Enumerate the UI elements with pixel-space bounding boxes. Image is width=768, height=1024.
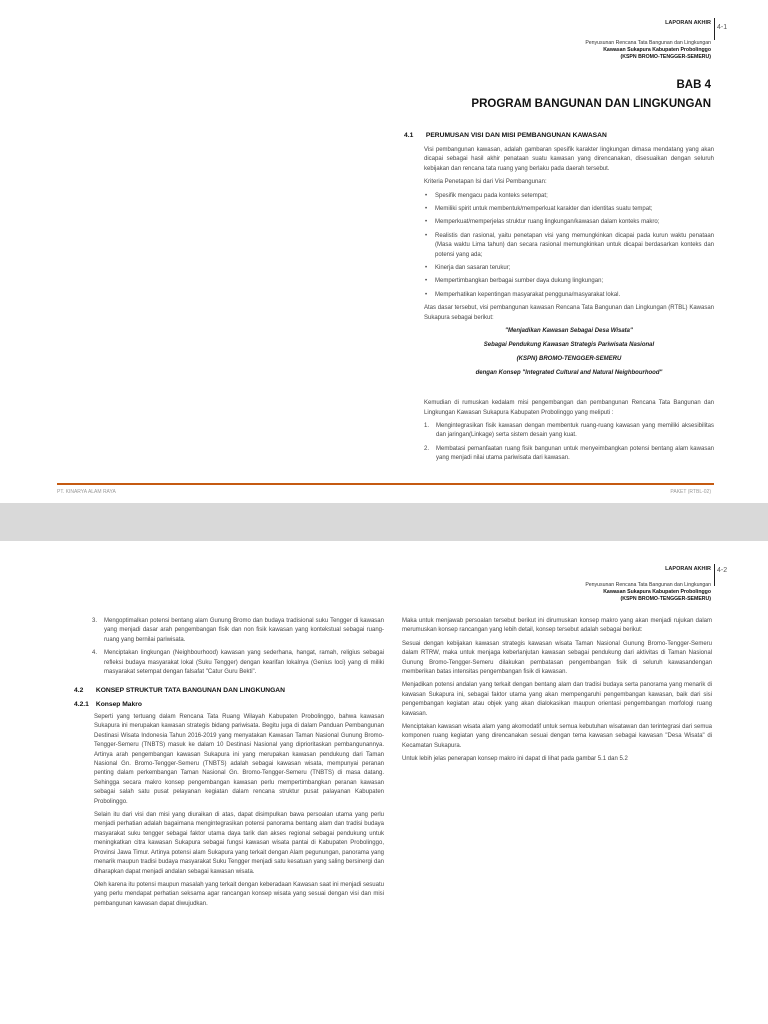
header-sub-line: Kawasan Sukapura Kabupaten Probolinggo: [603, 47, 711, 53]
document-page-1: [0, 0, 768, 503]
vision-line: dengan Konsep "Integrated Cultural and Natural Neighbourhood": [475, 370, 663, 377]
paragraph: Sesuai dengan kebijakan kawasan strategis kawasan wisata Taman Nasional Gunung Bromo-Tengger-Semeru dalam RTRW, maka untuk menjaga keberlanjutan kawasan sebagai pendukung dari aktivitas di Taman Nasional Gunung Bromo-Tengger-Semeru dilakukan pembatasan pengembangan fisik di seluruh kawasandengan memberikan batas intensitas pengembangan fisik di kawasan.: [402, 640, 712, 676]
vision-line: "Menjadikan Kawasan Sebagai Desa Wisata": [505, 328, 633, 335]
paragraph: Atas dasar tersebut, visi pembangunan kawasan Rencana Tata Bangunan dan Lingkungan (RTBL) Kawasan Sukapura sebagai berikut:: [424, 305, 714, 321]
header-divider: [714, 564, 715, 586]
paragraph: Selain itu dari visi dan misi yang diuraikan di atas, dapat disimpulkan bawa persoalan utama yang perlu menjadi perhatian adalah bagaimana mengintegrasikan potensi panorama bentang alam dan tradisi budaya masyarakat suku tengger sebagai faktor utama daya tarik dan akses regional sebagai pendukung untuk meningkatkan citra kawasan Sukapura sebagai fungsi kawasan wisata pantai di Kabupaten Probolinggo, Provinsi Jawa Timur. Artinya potensi alam Sukapura yang terkait dengan Alam pegunungan, panorama yang menarik maupun tradisi budaya masyarakat Suku Tengger menjadi satu kesatuan yang saling bersinergi dan diharapkan dapat menjadi andalan sebagai kawasan wisata.: [94, 812, 384, 875]
header-sub-line: Penyusunan Rencana Tata Bangunan dan Lingkungan: [585, 40, 711, 46]
footer-package: PAKET (RTBL-02): [670, 489, 711, 495]
mission-list-cont: [92, 617, 384, 681]
chapter-title: PROGRAM BANGUNAN DAN LINGKUNGAN: [471, 98, 711, 110]
vision-line: (KSPN) BROMO-TENGGER-SEMERU: [516, 356, 622, 363]
list-item: 2. Membatasi pemanfaatan ruang fisik bangunan untuk menyeimbangkan potensi bentang alam kawasan yang menjadi nilai utama pariwisata dari kawasan.: [424, 445, 714, 462]
page-header: [0, 541, 768, 601]
header-divider: [714, 18, 715, 40]
list-item: 1. Mengintegrasikan fisik kawasan dengan membentuk ruang-ruang kawasan yang memiliki aksesibilitas dan jaringan(Linkage) serta sistem desain yang kuat.: [424, 422, 714, 439]
paragraph: Visi pembangunan kawasan, adalah gambaran spesifik karakter lingkungan dimasa mendatang yang akan dicapai sebagai hasil akhir penataan suatu kawasan yang direncanakan, disesuaikan dengan seluruh kebijakan dan rencana tata ruang yang berlaku pada daerah tersebut.: [424, 147, 714, 172]
section-number: 4.1: [404, 132, 414, 139]
vision-statement: [424, 327, 714, 379]
chapter-number: BAB 4: [676, 79, 711, 91]
footer-company: PT. KINARYA ALAM RAYA: [57, 489, 116, 495]
paragraph: Menciptakan kawasan wisata alam yang akomodatif untuk semua kebutuhan wisatawan dan terintegrasi dari semua komponen ruang kegiatan yang direncanakan sesuai dengan tema kawasan sebagai kawasan "Desa Wisata" di Kecamatan Sukapura.: [402, 724, 712, 749]
section-number: 4.2: [74, 687, 84, 694]
page-number: 4-1: [717, 24, 728, 31]
list-item: 4. Menciptakan lingkungan (Neighbourhood) kawasan yang sederhana, hangat, ramah, religius sebagai refleksi budaya masyarakat lokal (Suku Tengger) dengan kearifan lokalnya (Genius loci) yang di miliki masyarakat setempat dengan falsafat "Catur Guru Bekti".: [92, 650, 384, 676]
list-item: • Memiliki spirit untuk membentuk/memperkuat karakter dan identitas suatu tempat;: [425, 206, 653, 213]
subsection-heading: [74, 701, 142, 708]
paragraph: Kemudian di rumuskan kedalam misi pengembangan dan pembangunan Rencana Tata Bangunan dan Lingkungan Kawasan Sukapura Kabupaten Probolinggo yang meliputi :: [424, 400, 714, 416]
header-sub-line: Kawasan Sukapura Kabupaten Probolinggo: [603, 589, 711, 595]
subsection-title: Konsep Makro: [95, 701, 142, 708]
paragraph: Kriteria Penetapan Isi dari Visi Pembangunan:: [424, 179, 547, 186]
left-column-body: [94, 713, 384, 913]
list-item: • Mempertimbangkan berbagai sumber daya dukung lingkungan;: [425, 278, 604, 285]
list-item: • Memperhatikan kepentingan masyarakat pengguna/masyarakat lokal.: [425, 291, 621, 298]
section-title: KONSEP STRUKTUR TATA BANGUNAN DAN LINGKUNGAN: [95, 687, 285, 694]
report-label: LAPORAN AKHIR: [665, 20, 711, 26]
header-subtitle: [585, 40, 711, 61]
section-heading: [74, 687, 285, 694]
header-subtitle: [585, 582, 711, 603]
list-item: 3. Mengoptimalkan potensi bentang alam Gunung Bromo dan budaya tradisional suku Tengger di kawasan yang menjadi dasar arah pengembangan fisik dan non fisik kawasan yang kontekstual sebagai ruang-ruang yang bernilai pariwisata.: [92, 618, 384, 643]
paragraph: Oleh karena itu potensi maupun masalah yang terkait dengan keberadaan Kawasan saat ini menjadi sesuatu yang perlu mendapat perhatian seksama agar rancangan konsep wisata yang sesuai dengan visi dan misi pembangunan kawasan dapat diwujudkan.: [94, 881, 384, 907]
right-column-body: [402, 617, 712, 769]
header-sub-line: (KSPN BROMO-TENGGER-SEMERU): [620, 596, 711, 602]
header-sub-line: Penyusunan Rencana Tata Bangunan dan Lingkungan: [585, 582, 711, 588]
page-number: 4-2: [717, 567, 728, 574]
section-heading: [404, 132, 607, 139]
list-item: • Realistis dan rasional, yaitu penetapan visi yang memungkinkan dicapai pada kurun waktu penataan (Masa waktu Lima tahun) dan secara rasional memungkinkan untuk dicapai berdasarkan konteks dan potensi yang ada;: [425, 232, 714, 258]
subsection-number: 4.2.1: [74, 701, 89, 708]
report-label: LAPORAN AKHIR: [665, 566, 711, 572]
page-header: [0, 0, 768, 60]
footer-rule: [57, 483, 714, 485]
vision-line: Sebagai Pendukung Kawasan Strategis Pariwisata Nasional: [483, 342, 655, 349]
mission-list: [424, 422, 714, 464]
paragraph: Maka untuk menjawab persoalan tersebut berikut ini dirumuskan konsep makro yang akan menjadi rujukan dalam merumuskan konsep rancangan yang lebih detail, konsep tersebut adalah sebagai berikut:: [402, 618, 712, 634]
mission-list: [92, 617, 384, 677]
paragraph: Untuk lebih jelas penerapan konsep makro ini dapat di lihat pada gambar 5.1 dan 5.2: [402, 756, 628, 763]
list-item: • Memperkuat/memperjelas struktur ruang lingkungan/kawasan dalam konteks makro;: [425, 219, 660, 226]
list-item: • Kinerja dan sasaran terukur;: [425, 265, 511, 272]
section-body: [424, 146, 714, 468]
paragraph: Seperti yang tertuang dalam Rencana Tata Ruang Wilayah Kabupaten Probolinggo, bahwa kawasan Sukapura ini merupakan kawasan strategis bidang pariwisata. Begitu juga di dalam Panduan Pembangunan Destinasi Wisata Indonesia Tahun 2016-2019 yang menyatakan Kawasan Taman Nasional Gunung Bromo-Tengger-Semeru (TNBTS) masuk ke dalam 10 Destinasi Nasional yang diprioritaskan pembangunannya. Artinya arah pengembangan kawasan Sukapura ini yang merupakan kawasan pendukung dari Taman Nasional Gn. Bromo-Tengger-Semeru (TNBTS) adalah sebagai kawasan wisata, mempunyai peranan penting dalam perkembangan Taman Nasional Gn. Bromo-Tengger-Semeru (TNBTS) di masa datang. Sehingga secara makro konsep pengembangan kawasan perlu mempertimbangkan peranan kawasan sebagai salah satu pusat pelayanan kegiatan dalam rencana struktur pusat palayanan Kabupaten Probolinggo.: [94, 714, 384, 805]
paragraph: Menjadikan potensi andalan yang terkait dengan bentang alam dan tradisi budaya serta panorama yang menarik di kawasan Sukapura ini, sebagai faktor utama yang akan mempengaruhi pengembangan kawasan, baik dari sisi pengembangan kegiatan atau objek yang akan dialokasikan maupun orientasi pengembangan morfologi ruang kawasan.: [402, 682, 712, 717]
criteria-list: [424, 192, 714, 301]
list-item: • Spesifik mengacu pada konteks setempat;: [425, 192, 548, 199]
header-sub-line: (KSPN BROMO-TENGGER-SEMERU): [620, 54, 711, 60]
section-title: PERUMUSAN VISI DAN MISI PEMBANGUNAN KAWASAN: [425, 132, 607, 139]
document-page-2: [0, 541, 768, 1024]
